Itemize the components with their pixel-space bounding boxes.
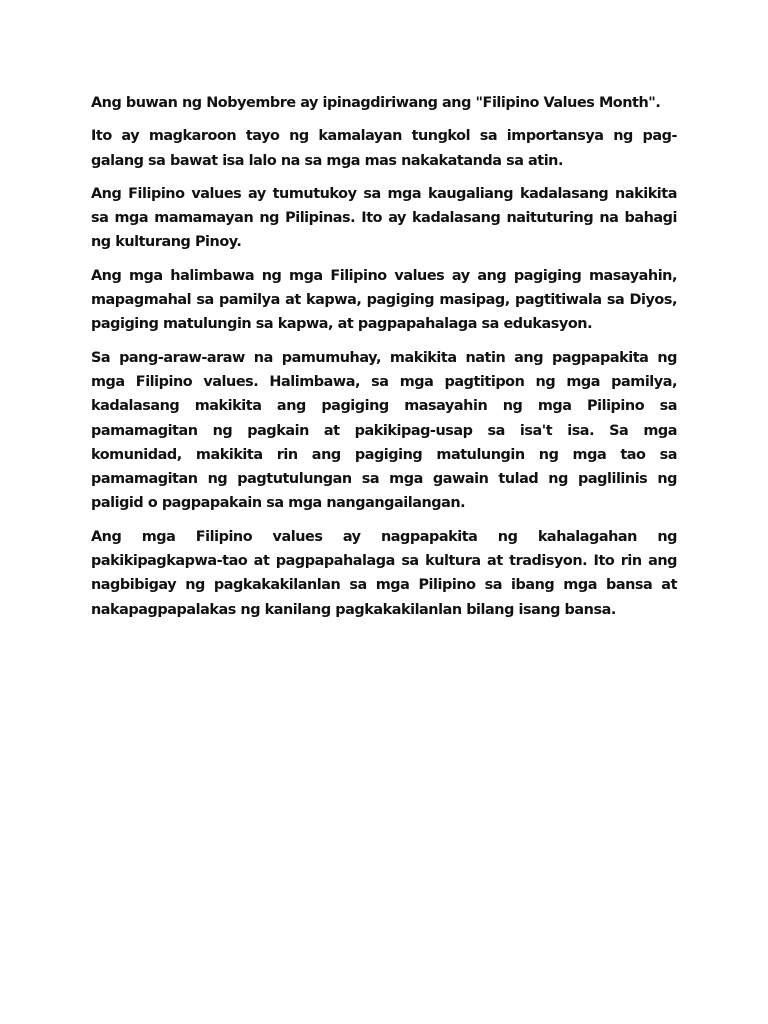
paragraph-conclusion: Ang mga Filipino values ay nagpapakita ng kahalagahan ng pakikipagkapwa-tao at pagpapahalaga sa kultura at tradisyon. Ito rin ang nagbibigay ng pagkakakilanlan sa mga Pilipino sa ibang mga bansa at nakapagpapalakas ng kanilang pagkakakilanlan bilang isang bansa.	[91, 528, 677, 618]
paragraph-intro: Ang buwan ng Nobyembre ay ipinagdiriwang ang "Filipino Values Month".	[91, 95, 661, 111]
paragraph-examples: Ang mga halimbawa ng mga Filipino values ay ang pagiging masayahin, mapagmahal sa pamilya at kapwa, pagiging masipag, pagtitiwala sa Diyos, pagiging matulungin sa kapwa, at pagpapahalaga sa edukasyon.	[91, 267, 677, 333]
paragraph-purpose: Ito ay magkaroon tayo ng kamalayan tungkol sa importansya ng pag-galang sa bawat isa lalo na sa mga mas nakakatanda sa atin.	[91, 128, 677, 169]
paragraph-definition: Ang Filipino values ay tumutukoy sa mga kaugaliang kadalasang nakikita sa mga mamamayan ng Pilipinas. Ito ay kadalasang naituturing na bahagi ng kulturang Pinoy.	[91, 185, 677, 251]
document-body	[91, 91, 677, 631]
paragraph-daily-life: Sa pang-araw-araw na pamumuhay, makikita natin ang pagpapakita ng mga Filipino values. Halimbawa, sa mga pagtitipon ng mga pamilya, kadalasang makikita ang pagiging masayahin ng mga Pilipino sa pamamagitan ng pagkain at pakikipag-usap sa isa't isa. Sa mga komunidad, makikita rin ang pagiging matulungin ng mga tao sa pamamagitan ng pagtutulungan sa mga gawain tulad ng paglilinis ng paligid o pagpapakain sa mga nangangailangan.	[91, 349, 677, 512]
